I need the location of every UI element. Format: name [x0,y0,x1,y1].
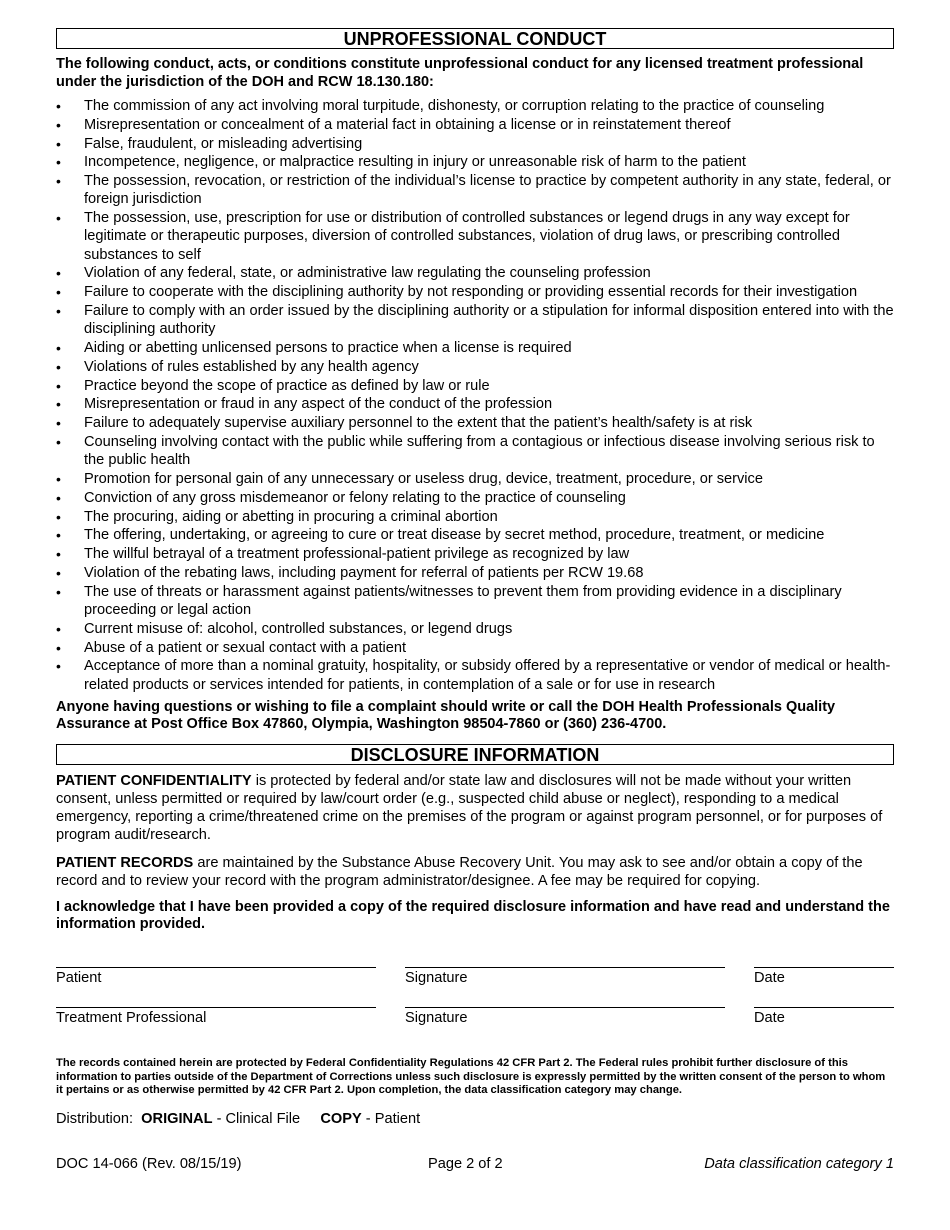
disclosure-heading: DISCLOSURE INFORMATION [56,744,894,765]
conduct-item [56,489,894,507]
bullet-icon: • [56,658,61,675]
data-classification: Data classification category 1 [704,1156,894,1172]
patient-date-line[interactable]: Date [754,967,894,986]
distribution-copy-label: COPY [320,1111,362,1128]
footer [56,1156,894,1176]
professional-date-line[interactable]: Date [754,1007,894,1026]
bullet-icon: • [56,377,61,394]
distribution-line [56,1111,894,1127]
conduct-item-text: The offering, undertaking, or agreeing to cure or treat disease by secret method, procedure, treatment, or medicine [84,527,825,544]
professional-signature-line[interactable]: Signature [405,1007,725,1026]
conduct-item [56,414,894,432]
bullet-icon: • [56,415,61,432]
conduct-item [56,433,894,469]
patient-signature-line[interactable]: Signature [405,967,725,986]
distribution-original-label: ORIGINAL [141,1111,213,1128]
conduct-item-text: Incompetence, negligence, or malpractice resulting in injury or unreasonable risk of harm to the patient [84,154,746,171]
conduct-item [56,545,894,563]
professional-name-line[interactable]: Treatment Professional [56,1007,376,1026]
confidentiality-text: is protected by federal and/or state law and disclosures will not be made without your written consent, unless permitted or required by law/court order (e.g., suspected child abuse or neglect), responding to a medical emergency, reporting a crime/threatened crime on the premises of the program or against program personnel, or for purposes of program audit/research. [56,772,883,843]
distribution-prefix: Distribution: [56,1111,134,1128]
unprofessional-conduct-heading: UNPROFESSIONAL CONDUCT [56,28,894,49]
conduct-list [56,97,894,694]
form-id: DOC 14-066 (Rev. 08/15/19) [56,1156,242,1172]
bullet-icon: • [56,339,61,356]
confidentiality-legal-notice: The records contained herein are protected by Federal Confidentiality Regulations 42 CFR Part 2. The Federal rules prohibit further disclosure of this information to parties outside of the Department of Corrections unless such disclosure is expressly permitted by the written consent of the person to whom it pertains or as otherwise permitted by 42 CFR Part 2. Upon completion, the data classification category may change. [56,1056,886,1097]
conduct-item-text: Violation of any federal, state, or administrative law regulating the counseling profession [84,265,651,282]
conduct-item [56,470,894,488]
confidentiality-paragraph [56,772,894,844]
conduct-item-text: The commission of any act involving moral turpitude, dishonesty, or corruption relating to the practice of counseling [84,98,825,114]
bullet-icon: • [56,620,61,637]
conduct-item [56,639,894,657]
conduct-item [56,395,894,413]
bullet-icon: • [56,116,61,133]
conduct-item [56,172,894,208]
bullet-icon: • [56,396,61,413]
patient-name-line[interactable]: Patient [56,967,376,986]
conduct-item-text: Acceptance of more than a nominal gratuity, hospitality, or subsidy offered by a representative or vendor of medical or health-related products or services intended for patients, in contemplation of a sale or for use in research [84,658,891,693]
conduct-item [56,358,894,376]
bullet-icon: • [56,98,61,114]
conduct-item-text: Misrepresentation or concealment of a material fact in obtaining a license or in reinstatement thereof [84,116,731,133]
document-page [56,28,894,1127]
conduct-item [56,526,894,544]
conduct-item-text: Violations of rules established by any health agency [84,358,419,375]
bullet-icon: • [56,470,61,487]
conduct-item [56,377,894,395]
conduct-item-text: The willful betrayal of a treatment professional-patient privilege as recognized by law [84,546,630,563]
bullet-icon: • [56,154,61,171]
conduct-item-text: Promotion for personal gain of any unnecessary or useless drug, device, treatment, procedure, or service [84,470,763,487]
bullet-icon: • [56,284,61,301]
conduct-item-text: Aiding or abetting unlicensed persons to practice when a license is required [84,339,572,356]
conduct-item [56,620,894,638]
bullet-icon: • [56,358,61,375]
bullet-icon: • [56,489,61,506]
conduct-item [56,97,894,115]
conduct-item-text: The procuring, aiding or abetting in procuring a criminal abortion [84,508,498,525]
conduct-item-text: False, fraudulent, or misleading advertising [84,135,363,152]
conduct-item-text: Failure to comply with an order issued by the disciplining authority or a stipulation for informal disposition entered into with the disciplining authority [84,302,894,338]
bullet-icon: • [56,173,61,190]
distribution-original-text: - Clinical File [212,1111,301,1128]
bullet-icon: • [56,135,61,152]
bullet-icon: • [56,508,61,525]
bullet-icon: • [56,433,61,450]
conduct-item-text: Failure to adequately supervise auxiliary personnel to the extent that the patient’s health/safety is at risk [84,415,753,432]
conduct-item [56,264,894,282]
bullet-icon: • [56,265,61,282]
distribution-copy-text: - Patient [361,1111,421,1128]
conduct-item [56,564,894,582]
conduct-item-text: Abuse of a patient or sexual contact with a patient [84,639,407,656]
conduct-item-text: Conviction of any gross misdemeanor or felony relating to the practice of counseling [84,489,626,506]
conduct-item [56,209,894,264]
conduct-item [56,302,894,338]
records-paragraph [56,854,894,890]
conduct-item [56,283,894,301]
conduct-item-text: The use of threats or harassment against patients/witnesses to prevent them from providing evidence in a disciplinary proceeding or legal action [84,583,842,618]
conduct-item-text: Failure to cooperate with the disciplining authority by not responding or providing essential records for their investigation [84,284,858,301]
conduct-item [56,135,894,153]
bullet-icon: • [56,639,61,656]
signature-row-patient [56,967,894,1007]
conduct-item [56,153,894,171]
bullet-icon: • [56,564,61,581]
conduct-item-text: Misrepresentation or fraud in any aspect of the conduct of the profession [84,396,553,413]
page-number: Page 2 of 2 [428,1156,503,1172]
conduct-item [56,508,894,526]
confidentiality-label: PATIENT CONFIDENTIALITY [56,772,252,789]
bullet-icon: • [56,527,61,544]
bullet-icon: • [56,210,61,227]
conduct-item-text: Current misuse of: alcohol, controlled substances, or legend drugs [84,620,513,637]
unprofessional-intro: The following conduct, acts, or conditions constitute unprofessional conduct for any licensed treatment professional under the jurisdiction of the DOH and RCW 18.130.180: [56,56,864,90]
bullet-icon: • [56,302,61,319]
conduct-item-text: Violation of the rebating laws, including payment for referral of patients per RCW 19.68 [84,564,644,581]
conduct-item [56,657,894,693]
conduct-item [56,339,894,357]
bullet-icon: • [56,546,61,563]
records-text: are maintained by the Substance Abuse Recovery Unit. You may ask to see and/or obtain a copy of the record and to review your record with the program administrator/designee. A fee may be required for copying. [56,854,863,889]
acknowledgement-statement: I acknowledge that I have been provided a copy of the required disclosure information and have read and understand the information provided. [56,898,890,933]
conduct-item [56,583,894,619]
signature-row-professional [56,1007,894,1047]
conduct-item-text: The possession, use, prescription for use or distribution of controlled substances or legend drugs in any way except for legitimate or therapeutic purposes, diversion of controlled substances, violation of drug laws, or prescribing controlled substances to self [84,210,850,263]
complaint-contact: Anyone having questions or wishing to file a complaint should write or call the DOH Health Professionals Quality Assurance at Post Office Box 47860, Olympia, Washington 98504-7860 or (360) 236-4700. [56,698,836,733]
conduct-item-text: The possession, revocation, or restriction of the individual’s license to practice by competent authority in any state, federal, or foreign jurisdiction [84,173,891,208]
records-label: PATIENT RECORDS [56,854,194,871]
conduct-item-text: Practice beyond the scope of practice as defined by law or rule [84,377,490,394]
conduct-item [56,116,894,134]
conduct-item-text: Counseling involving contact with the public while suffering from a contagious or infectious disease involving serious risk to the public health [84,433,875,469]
bullet-icon: • [56,583,61,600]
